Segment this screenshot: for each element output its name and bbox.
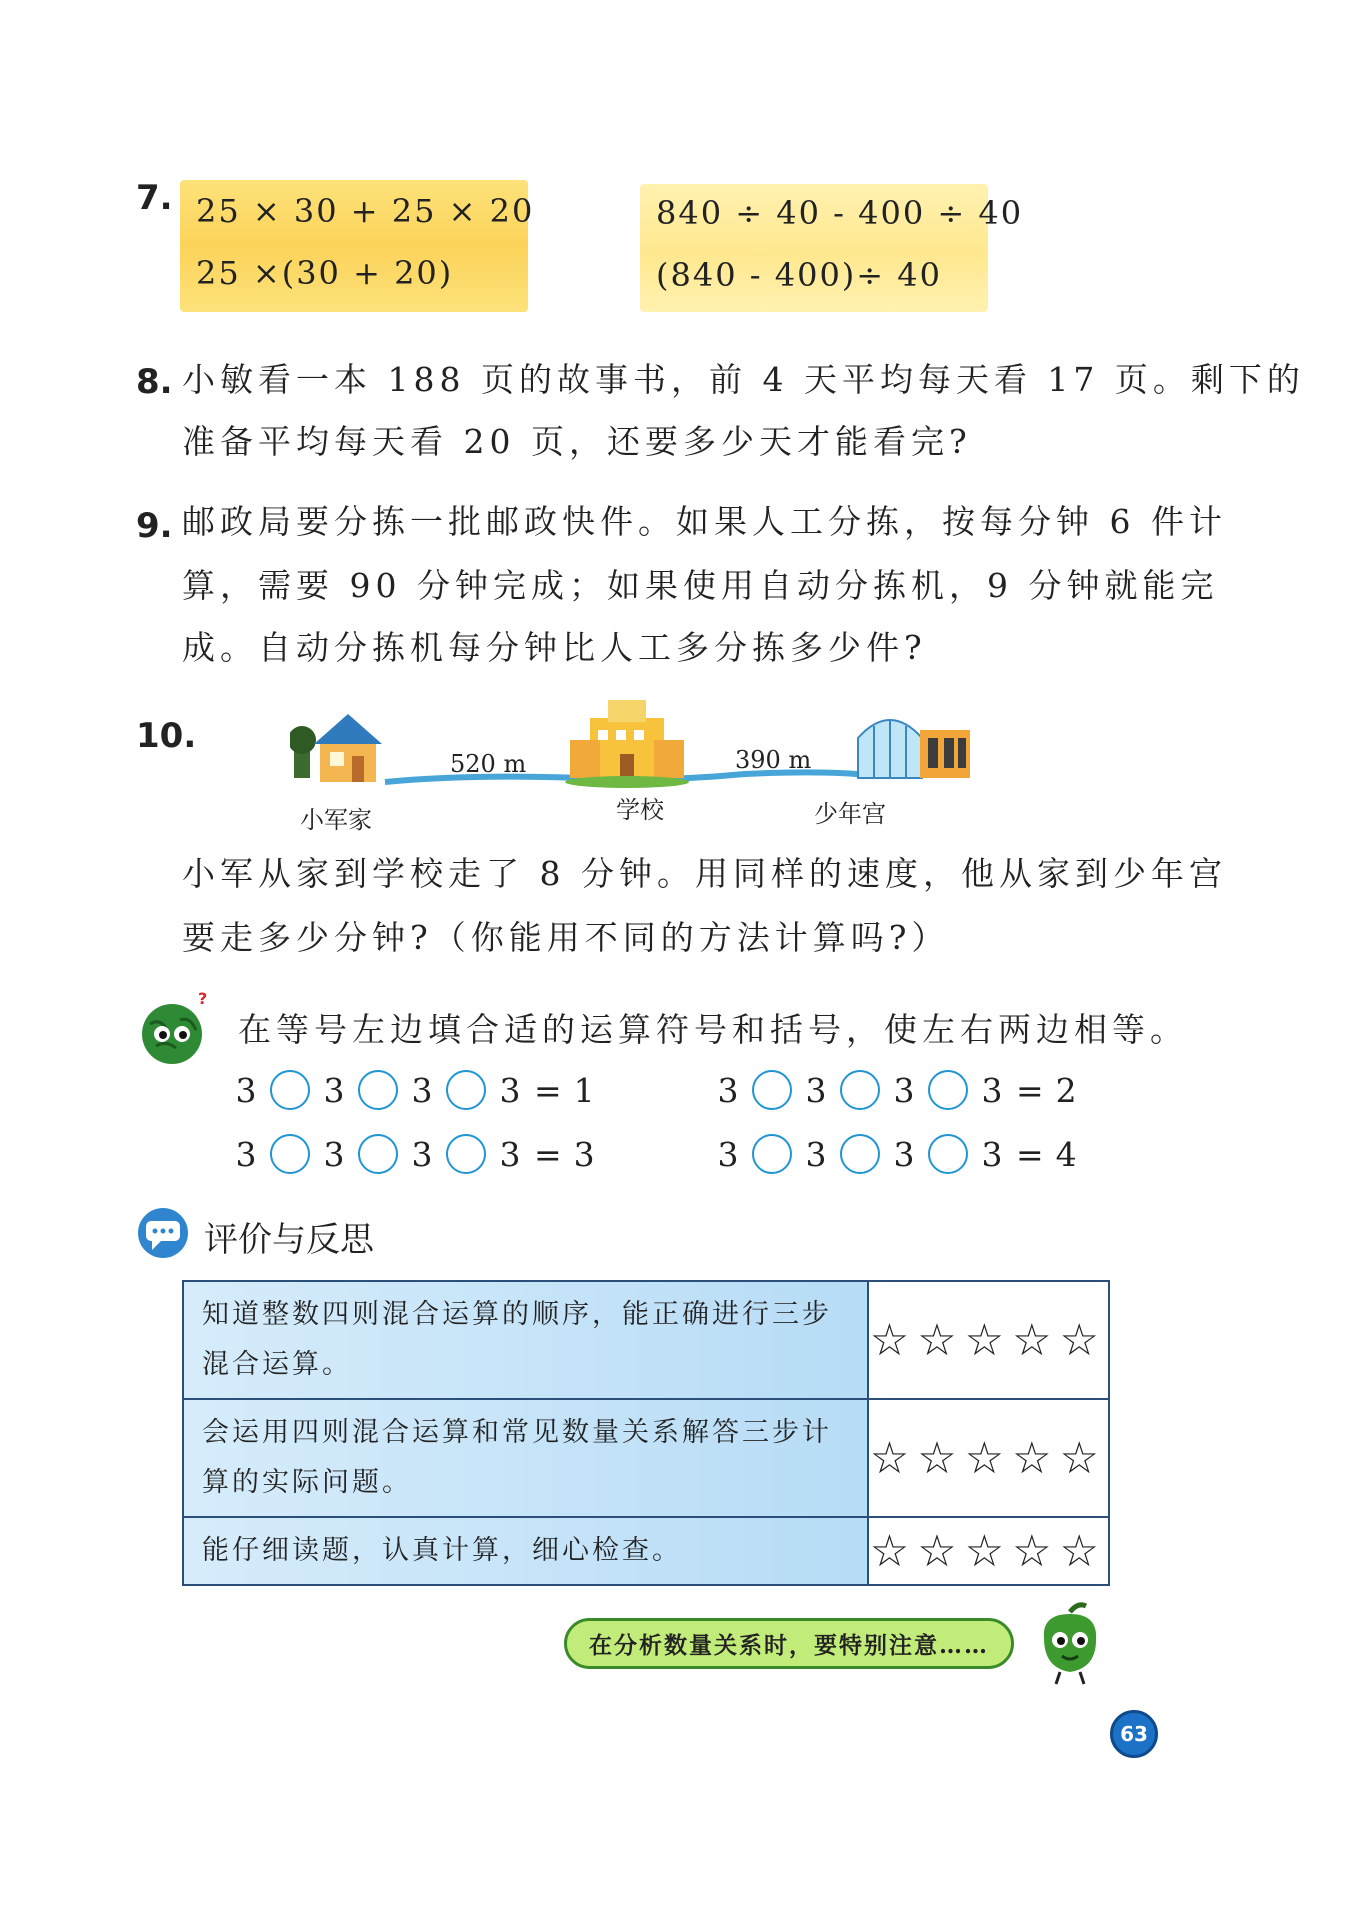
puzzle-digit: 3 xyxy=(411,1070,433,1110)
equals-sign: = xyxy=(534,1070,562,1110)
evaluation-title: 评价与反思 xyxy=(204,1220,374,1260)
puzzle-digit: 3 xyxy=(411,1134,433,1174)
puzzle-digit: 3 xyxy=(717,1134,739,1174)
puzzle-result: 3 xyxy=(573,1134,595,1174)
puzzle-digit: 3 xyxy=(235,1070,257,1110)
svg-text:?: ? xyxy=(198,990,208,1008)
tip-bubble: 在分析数量关系时，要特别注意…… xyxy=(564,1618,1014,1669)
equals-sign: = xyxy=(1016,1070,1044,1110)
evaluation-criterion: 知道整数四则混合运算的顺序，能正确进行三步混合运算。 xyxy=(183,1281,868,1399)
speech-bubble-icon xyxy=(136,1206,190,1260)
puzzle-digit: 3 xyxy=(323,1134,345,1174)
equals-sign: = xyxy=(1016,1134,1044,1174)
operator-blank[interactable] xyxy=(752,1070,792,1110)
puzzle-digit: 3 xyxy=(805,1134,827,1174)
q10-line-2: 要走多少分钟?（你能用不同的方法计算吗?） xyxy=(182,918,950,957)
q8-line-1: 小敏看一本 188 页的故事书，前 4 天平均每天看 17 页。剩下的 xyxy=(182,360,1305,399)
q7-right-expression-2: (840 - 400)÷ 40 xyxy=(656,256,942,294)
q7-right-expression-1: 840 ÷ 40 - 400 ÷ 40 xyxy=(656,194,1024,232)
operator-blank[interactable] xyxy=(446,1134,486,1174)
puzzle-digit: 3 xyxy=(981,1070,1003,1110)
q9-line-1: 邮政局要分拣一批邮政快件。如果人工分拣，按每分钟 6 件计 xyxy=(182,502,1227,541)
puzzle-digit: 3 xyxy=(893,1134,915,1174)
operator-blank[interactable] xyxy=(446,1070,486,1110)
house-icon xyxy=(290,714,382,782)
page-number-badge: 63 xyxy=(1110,1710,1158,1758)
table-row xyxy=(183,1399,1109,1517)
operator-blank[interactable] xyxy=(928,1070,968,1110)
pepper-mascot-icon xyxy=(1030,1598,1110,1688)
puzzle-digit: 3 xyxy=(323,1070,345,1110)
puzzle-digit: 3 xyxy=(499,1070,521,1110)
puzzle-result: 2 xyxy=(1055,1070,1077,1110)
q10-line-1: 小军从家到学校走了 8 分钟。用同样的速度，他从家到少年宫 xyxy=(182,854,1227,893)
puzzle-digit: 3 xyxy=(717,1070,739,1110)
evaluation-criterion: 会运用四则混合运算和常见数量关系解答三步计算的实际问题。 xyxy=(183,1399,868,1517)
puzzle-equation-1 xyxy=(234,1070,595,1110)
operator-blank[interactable] xyxy=(840,1070,880,1110)
question-7-number: 7. xyxy=(136,178,173,218)
operator-blank[interactable] xyxy=(358,1070,398,1110)
distance-school-palace: 390 m xyxy=(735,746,812,774)
school-icon xyxy=(565,700,689,788)
q8-line-2: 准备平均每天看 20 页，还要多少天才能看完? xyxy=(182,422,972,461)
operator-blank[interactable] xyxy=(928,1134,968,1174)
puzzle-equation-4 xyxy=(716,1134,1077,1174)
q7-left-box xyxy=(180,180,535,312)
q7-left-expression-2: 25 ×(30 + 20) xyxy=(196,254,454,292)
label-xiaojun-home: 小军家 xyxy=(300,806,372,834)
star-rating[interactable]: ☆☆☆☆☆ xyxy=(868,1399,1109,1517)
operator-blank[interactable] xyxy=(270,1070,310,1110)
puzzle-digit: 3 xyxy=(893,1070,915,1110)
puzzle-digit: 3 xyxy=(499,1134,521,1174)
youth-palace-icon xyxy=(858,720,970,778)
route-illustration xyxy=(290,690,970,800)
puzzle-digit: 3 xyxy=(981,1134,1003,1174)
puzzle-equation-2 xyxy=(716,1070,1077,1110)
evaluation-table xyxy=(182,1280,1110,1586)
operator-blank[interactable] xyxy=(358,1134,398,1174)
q7-left-expression-1: 25 × 30 + 25 × 20 xyxy=(196,192,535,230)
q9-line-2: 算，需要 90 分钟完成；如果使用自动分拣机，9 分钟就能完 xyxy=(182,566,1219,605)
puzzle-equation-3 xyxy=(234,1134,595,1174)
operator-blank[interactable] xyxy=(752,1134,792,1174)
puzzle-result: 1 xyxy=(573,1070,595,1110)
puzzle-result: 4 xyxy=(1055,1134,1077,1174)
operator-blank[interactable] xyxy=(270,1134,310,1174)
evaluation-criterion: 能仔细读题，认真计算，细心检查。 xyxy=(183,1517,868,1585)
operator-blank[interactable] xyxy=(840,1134,880,1174)
question-10-number: 10. xyxy=(136,716,197,756)
question-8-number: 8. xyxy=(136,362,173,402)
question-9-number: 9. xyxy=(136,506,173,546)
star-rating[interactable]: ☆☆☆☆☆ xyxy=(868,1517,1109,1585)
table-row xyxy=(183,1281,1109,1399)
equals-sign: = xyxy=(534,1134,562,1174)
melon-mascot-icon xyxy=(136,990,216,1070)
distance-home-school: 520 m xyxy=(450,750,527,778)
q9-line-3: 成。自动分拣机每分钟比人工多分拣多少件? xyxy=(182,628,927,667)
puzzle-digit: 3 xyxy=(235,1134,257,1174)
label-school: 学校 xyxy=(616,796,664,824)
q7-right-box xyxy=(640,184,1024,312)
puzzle-instruction: 在等号左边填合适的运算符号和括号，使左右两边相等。 xyxy=(238,1010,1188,1049)
table-row xyxy=(183,1517,1109,1585)
puzzle-digit: 3 xyxy=(805,1070,827,1110)
label-youth-palace: 少年宫 xyxy=(814,800,886,828)
star-rating[interactable]: ☆☆☆☆☆ xyxy=(868,1281,1109,1399)
